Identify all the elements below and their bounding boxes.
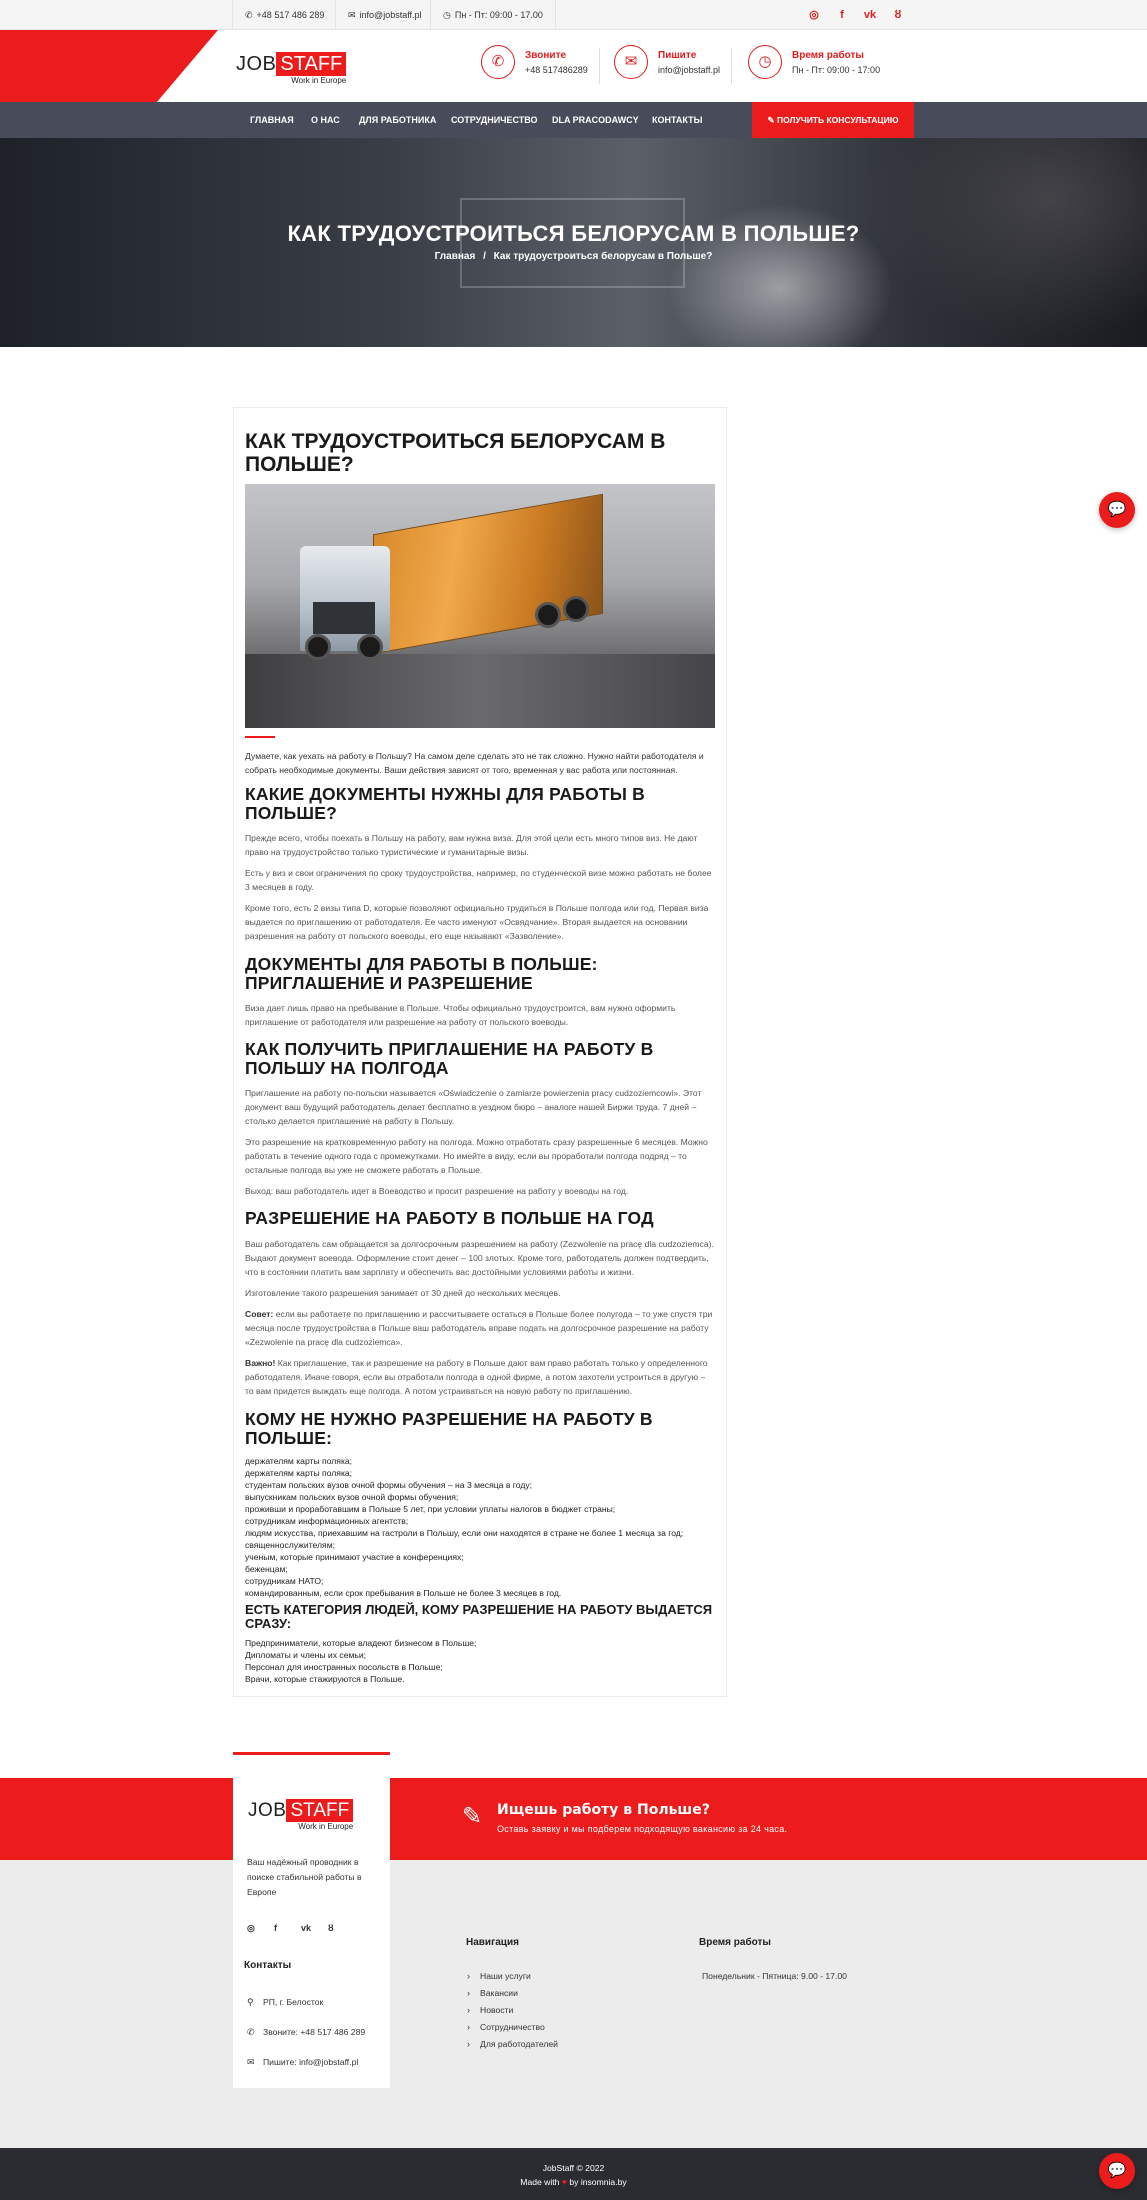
truck-wheel-decor [535,602,561,628]
heading-half-year: КАК ПОЛУЧИТЬ ПРИГЛАШЕНИЕ НА РАБОТУ В ПОЛЬШУ НА ПОЛГОДА [245,1039,654,1078]
facebook-icon[interactable]: f [840,9,844,21]
chevron-right-icon: › [467,2039,470,2049]
breadcrumb-home[interactable]: Главная [434,251,476,262]
hero-title: КАК ТРУДОУСТРОИТЬСЯ БЕЛОРУСАМ В ПОЛЬШЕ? [287,221,860,246]
article-image-truck [245,484,715,728]
truck-trailer-decor [373,494,603,655]
header-hours [748,45,888,87]
paragraph: Это разрешение на кратковременную работу на полгода. Можно отработать сразу разрешенные 6 месяцев. Можно работать в течение одного года с промежутками. Но имейте в виду, если вы проработали полгода подряд – то остальные полгода вы уже не сможете работать в Польше. [245,1137,708,1175]
copyright: JobStaff © 2022 [542,2163,605,2173]
immediate-list [245,1637,715,1685]
envelope-icon: ✉ [614,45,648,79]
chevron-right-icon: › [467,1988,470,1998]
chat-icon: 💬 [1107,2162,1127,2179]
chat-icon: 💬 [1107,501,1127,518]
map-pin-icon: ⚲ [247,1997,254,2007]
important-text: Как приглашение, так и разрешение на работу в Польше дают вам право работать только у определенного работодателя. Иначе говоря, если вы отработали полгода в одной фирме, а потом захотели устроиться в другую – то вам придется выждать еще полгода. А потом устраиваться на новую работу по приглашению. [245,1358,708,1396]
header-divider [731,48,732,84]
footer-nav-item[interactable] [467,1985,558,2002]
header-divider [599,48,600,84]
footer-about: Ваш надёжный проводник в поиске стабильной работы в Европе [247,1857,362,1897]
footer-nav-label: Наши услуги [480,1971,531,1981]
site-logo[interactable] [236,52,346,86]
paragraph: Изготовление такого разрешения занимает от 30 дней до нескольких месяцев. [245,1288,561,1298]
top-bar [0,0,1147,30]
list-item: Персонал для иностранных посольств в Польше; [245,1662,443,1672]
paragraph: Ваш работодатель сам обращается за долгосрочным разрешением на работу (Zezwolenie na pracę dla cudzoziemca). Выдают документ воевода. Оформление стоит денег – 100 злотых. Кроме того, работодатель должен подтвердить, что в состоянии платить вам зарплату и обеспечить вас достойными условиями работы и жизни. [245,1239,714,1277]
footer-logo[interactable] [248,1799,353,1832]
truck-wheel-decor [357,634,383,660]
job-search-cta[interactable] [462,1800,962,1840]
footer-phone-text: Звоните: +48 517 486 289 [263,2027,366,2037]
chevron-right-icon: › [467,2022,470,2032]
logo-tagline: Work in Europe [291,76,347,85]
heading-exempt: КОМУ НЕ НУЖНО РАЗРЕШЕНИЕ НА РАБОТУ В ПОЛЬШЕ: [245,1409,653,1448]
list-item: выпускникам польских вузов очной формы обучения; [245,1492,459,1502]
list-item: проживши и проработавшим в Польше 5 лет, при условии уплаты налогов в бюджет страны; [245,1504,616,1514]
logo-staff: STAFF [276,52,346,76]
heading-documents: КАКИЕ ДОКУМЕНТЫ НУЖНЫ ДЛЯ РАБОТЫ В ПОЛЬШЕ? [245,784,646,823]
heading-year-permit: РАЗРЕШЕНИЕ НА РАБОТУ В ПОЛЬШЕ НА ГОД [245,1208,654,1228]
list-item: ученым, которые принимают участие в конференциях; [245,1552,464,1562]
vk-icon[interactable]: vk [301,1923,312,1933]
paragraph-tip [245,1307,715,1349]
list-item: командированным, если срок пребывания в Польше не более 3 месяцев в год. [245,1588,562,1598]
clock-icon: ◷ [748,45,782,79]
article-title: КАК ТРУДОУСТРОИТЬСЯ БЕЛОРУСАМ В ПОЛЬШЕ? [245,430,666,476]
list-item: людям искусства, приехавшим на гастроли в Польшу, если они находятся в стране не более 1 месяца за год; [245,1528,684,1538]
clock-icon: ◷ [443,10,451,20]
header-write-title: Пишите [658,50,697,61]
footer-hours-title: Время работы [699,1937,771,1948]
truck-wheel-decor [305,634,331,660]
odnoklassniki-icon[interactable]: ȣ [328,1923,334,1933]
vk-icon[interactable]: vk [863,9,877,21]
list-item: сотрудникам информационных агентств; [245,1516,409,1526]
list-item: держателям карты поляка; [245,1456,353,1466]
heart-icon: ♥ [561,2177,567,2187]
envelope-icon: ✉ [247,2057,255,2067]
odnoklassniki-icon[interactable]: ȣ [894,9,902,21]
paragraph: Виза дает лишь право на пребывание в Польше. Чтобы официально трудоустроится, вам нужно оформить приглашение от работодателя или разрешение на работу от польского воеводы. [245,1003,676,1027]
header-hours-title: Время работы [792,50,864,61]
footer-phone[interactable] [247,2027,365,2038]
header-call[interactable] [481,45,591,87]
truck-grill-decor [313,602,375,634]
exempt-list [245,1455,715,1599]
job-search-cta-title: Ищешь работу в Польше? [497,1802,710,1818]
header-hours-value: Пн - Пт: 09:00 - 17:00 [792,65,881,75]
footer-nav-label: Сотрудничество [480,2022,545,2032]
list-item: Дипломаты и члены их семьи; [245,1650,367,1660]
header-write[interactable] [614,45,724,87]
important-label: Важно! [245,1358,276,1368]
truck-wheel-decor [563,596,589,622]
header-write-value: info@jobstaff.pl [658,65,721,75]
footer-email[interactable] [247,2057,358,2068]
edit-icon: ✎ [767,115,777,125]
topbar-email-text: info@jobstaff.pl [359,10,422,20]
list-item: священнослужителям; [245,1540,335,1550]
paragraph: Прежде всего, чтобы поехать в Польшу на работу, вам нужна виза. Для этой цели есть много типов виз. Не дают право на трудоустройство только туристические и гуманитарные визы. [245,833,698,857]
footer-nav-item[interactable] [467,2019,558,2036]
bottom-bar [0,2148,1147,2200]
footer-hours-value: Понедельник - Пятница: 9.00 - 17.00 [702,1971,847,1981]
header-call-value: +48 517486289 [525,65,588,75]
topbar-phone[interactable] [232,0,336,30]
site-header [0,30,1147,102]
logo-job: JOB [248,1800,287,1821]
list-item: Врачи, которые стажируются в Польше. [245,1674,405,1684]
heading-immediate: ЕСТЬ КАТЕГОРИЯ ЛЮДЕЙ, КОМУ РАЗРЕШЕНИЕ НА РАБОТУ ВЫДАЕТСЯ СРАЗУ: [245,1602,713,1631]
logo-job: JOB [236,53,277,75]
nav-item-cooperation[interactable]: СОТРУДНИЧЕСТВО [451,115,538,125]
footer-brand-card [233,1752,390,2088]
article-intro: Думаете, как уехать на работу в Польшу? На самом деле сделать это не так сложно. Нужно найти работодателя и собрать необходимые документы. Ваши действия зависят от того, временная у вас работа или постоянная. [245,751,704,775]
chat-button[interactable] [1099,492,1135,528]
list-item: сотрудникам НАТО; [245,1576,324,1586]
page-hero [0,138,1147,347]
job-search-cta-subtitle: Оставь заявку и мы подберем подходящую вакансию за 24 часа. [497,1824,788,1834]
nav-item-employers[interactable]: DLA PRACODAWCY [552,115,639,125]
chevron-right-icon: › [467,1971,470,1981]
nav-item-workers[interactable]: ДЛЯ РАБОТНИКА [359,115,437,125]
tip-text: если вы работаете по приглашению и рассчитываете остаться в Польше более полугода – то уже спустя три месяца после трудоустройства в Польше ваш работодатель вправе подать на долгосрочное разрешение на работу «Zezwolenie na pracę dla cudzoziemca». [245,1309,713,1347]
chevron-right-icon: › [467,2005,470,2015]
footer-nav [467,1968,558,2053]
footer-nav-item[interactable] [467,2002,558,2019]
heading-invitation-permit: ДОКУМЕНТЫ ДЛЯ РАБОТЫ В ПОЛЬШЕ: ПРИГЛАШЕНИЕ И РАЗРЕШЕНИЕ [245,954,598,993]
instagram-icon[interactable]: ◎ [809,9,819,21]
footer-nav-item[interactable] [467,2036,558,2053]
tip-label: Совет: [245,1309,274,1319]
list-item: Предприниматели, которые владеют бизнесом в Польше; [245,1638,477,1648]
road-decor [245,654,715,728]
paragraph: Приглашение на работу по-польски называется «Oświadczenie o zamiarze powierzenia pracy cudzoziemcowi». Этот документ ваш будущий работодатель делает бесплатно в уездном бюро – аналоге нашей Биржи труда. 7 дней – столько делается приглашение на работу в Польшу. [245,1088,702,1126]
envelope-icon: ✉ [348,10,356,20]
footer-address [247,1997,323,2008]
phone-icon: ✆ [247,2027,255,2037]
nav-item-home[interactable]: ГЛАВНАЯ [250,115,294,125]
article-header [245,430,715,476]
logo-tagline: Work in Europe [298,1822,354,1831]
nav-item-about[interactable]: О НАС [311,115,340,125]
paragraph: Кроме того, есть 2 визы типа D, которые позволяют официально трудиться в Польше полгода или год. Первая виза выдается по приглашению от работодателя. Ее часто именуют «Освядчание». Вторая выдается на основании разрешения на работу от польского воеводы, его еще называют «Зазволение». [245,903,709,941]
list-item: студентам польских вузов очной формы обучения – на 3 месяца в году; [245,1480,533,1490]
made-with-author[interactable]: by insomnia.by [569,2177,627,2187]
phone-icon: ✆ [245,10,253,20]
phone-icon: ✆ [481,45,515,79]
paragraph-important [245,1356,715,1398]
edit-icon: ✎ [462,1803,483,1830]
made-with [0,2177,1147,2187]
breadcrumb-separator: / [483,251,486,262]
topbar-social [800,0,912,30]
facebook-icon[interactable]: f [274,1923,277,1933]
header-call-title: Звоните [525,50,567,61]
footer-contacts-title: Контакты [244,1960,292,1971]
footer-nav-title: Навигация [466,1937,519,1948]
list-item: беженцам; [245,1564,288,1574]
chat-button[interactable] [1099,2153,1135,2189]
topbar-email[interactable] [335,0,434,30]
made-with-prefix: Made with [520,2177,560,2187]
topbar-phone-text: +48 517 486 289 [256,10,325,20]
footer-nav-item[interactable] [467,1968,558,1985]
main-nav [0,102,1147,138]
footer-nav-label: Для работодателей [480,2039,558,2049]
instagram-icon[interactable]: ◎ [247,1923,255,1933]
list-item: держателям карты поляка; [245,1468,353,1478]
breadcrumb [0,251,1147,262]
footer-address-text: РП, г. Белосток [263,1997,324,2007]
logo-staff: STAFF [286,1799,353,1822]
consultation-button[interactable] [752,102,914,138]
footer-nav-label: Новости [480,2005,514,2015]
header-red-wedge [0,30,218,102]
article-divider [245,736,275,738]
consultation-button-label: ПОЛУЧИТЬ КОНСУЛЬТАЦИЮ [776,115,899,125]
topbar-hours [430,0,556,30]
footer-social [247,1923,355,1934]
footer-email-text: Пишите: info@jobstaff.pl [263,2057,359,2067]
paragraph: Есть у виз и свои ограничения по сроку трудоустройства, например, по студенческой визе можно работать не более 3 месяцев в году. [245,868,712,892]
breadcrumb-current: Как трудоустроиться белорусам в Польше? [493,251,713,262]
nav-item-contacts[interactable]: КОНТАКТЫ [652,115,703,125]
footer-nav-label: Вакансии [480,1988,518,1998]
paragraph: Выход: ваш работодатель идет в Воеводство и просит разрешение на работу у воеводы на год. [245,1186,629,1196]
topbar-hours-text: Пн - Пт: 09:00 - 17.00 [454,10,543,20]
